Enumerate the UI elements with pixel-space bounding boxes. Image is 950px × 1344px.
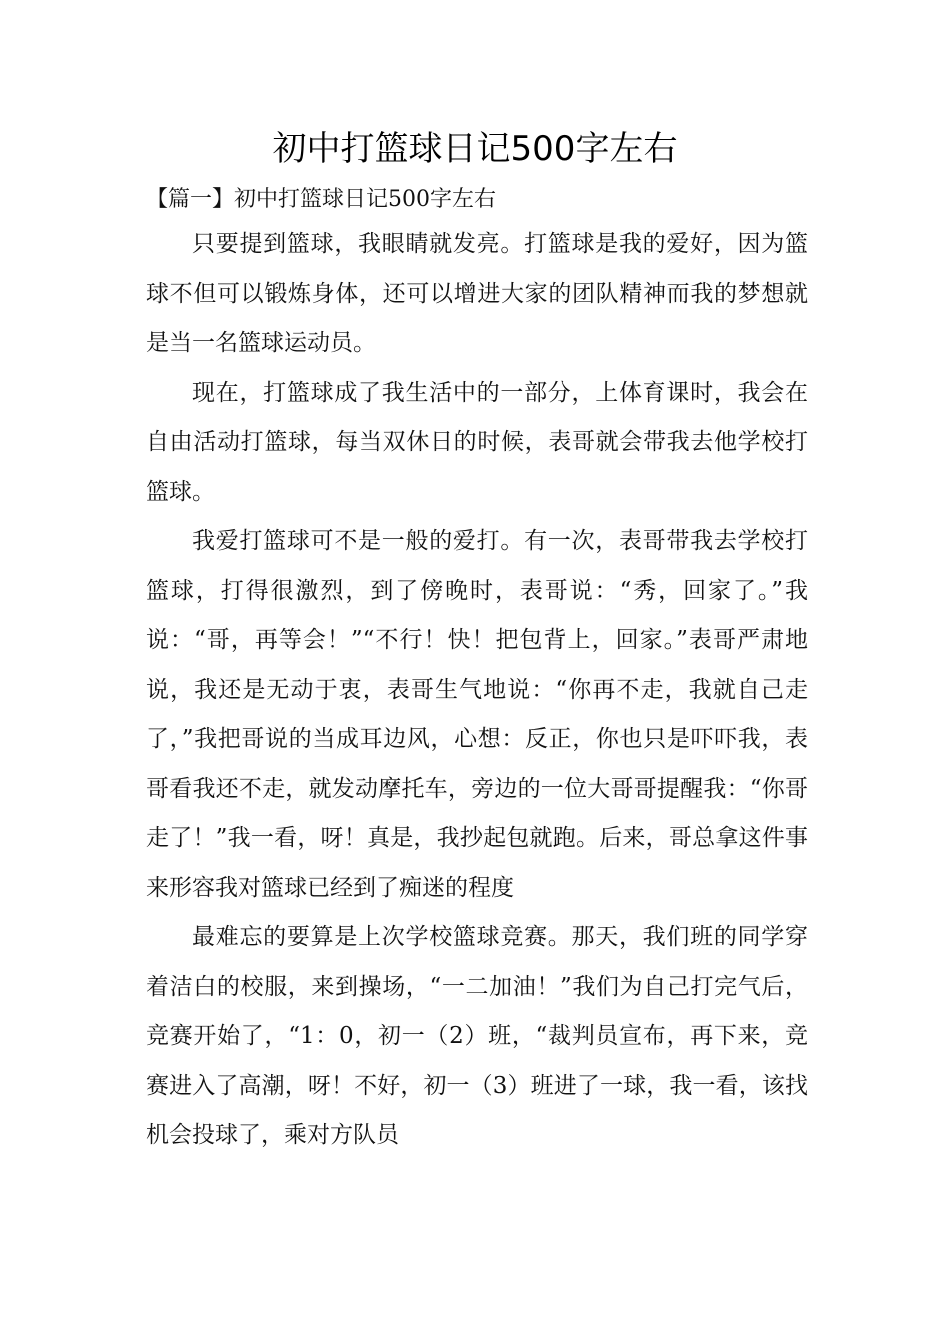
paragraph-3: 我爱打篮球可不是一般的爱打。有一次，表哥带我去学校打篮球，打得很激烈，到了傍晚时，表哥说：“秀，回家了。”我说：“哥，再等会！”“不行！快！把包背上，回家。”表哥严肃地说，我还是无动于衷，表哥生气地说：“你再不走，我就自己走了，”我把哥说的当成耳边风，心想：反正，你也只是吓吓我，表哥看我还不走，就发动摩托车，旁边的一位大哥哥提醒我：“你哥走了！”我一看，呀！真是，我抄起包就跑。后来，哥总拿这件事来形容我对篮球已经到了痴迷的程度 — [146, 528, 808, 901]
section-heading: 【篇一】初中打篮球日记500字左右 — [146, 187, 496, 212]
paragraph-4: 最难忘的要算是上次学校篮球竞赛。那天，我们班的同学穿着洁白的校服，来到操场，“一二加油！”我们为自己打完气后，竞赛开始了，“1：0，初一（2）班，“裁判员宣布，再下来，竞赛进入了高潮，呀！不好，初一（3）班进了一球，我一看，该找机会投球了，乘对方队员 — [146, 924, 808, 1148]
paragraph-2: 现在，打篮球成了我生活中的一部分，上体育课时，我会在自由活动打篮球，每当双休日的时候，表哥就会带我去他学校打篮球。 — [146, 379, 808, 505]
document-body — [146, 220, 808, 1161]
paragraph-1: 只要提到篮球，我眼睛就发亮。打篮球是我的爱好，因为篮球不但可以锻炼身体，还可以增进大家的团队精神而我的梦想就是当一名篮球运动员。 — [146, 231, 808, 356]
document-title: 初中打篮球日记500字左右 — [272, 129, 678, 169]
